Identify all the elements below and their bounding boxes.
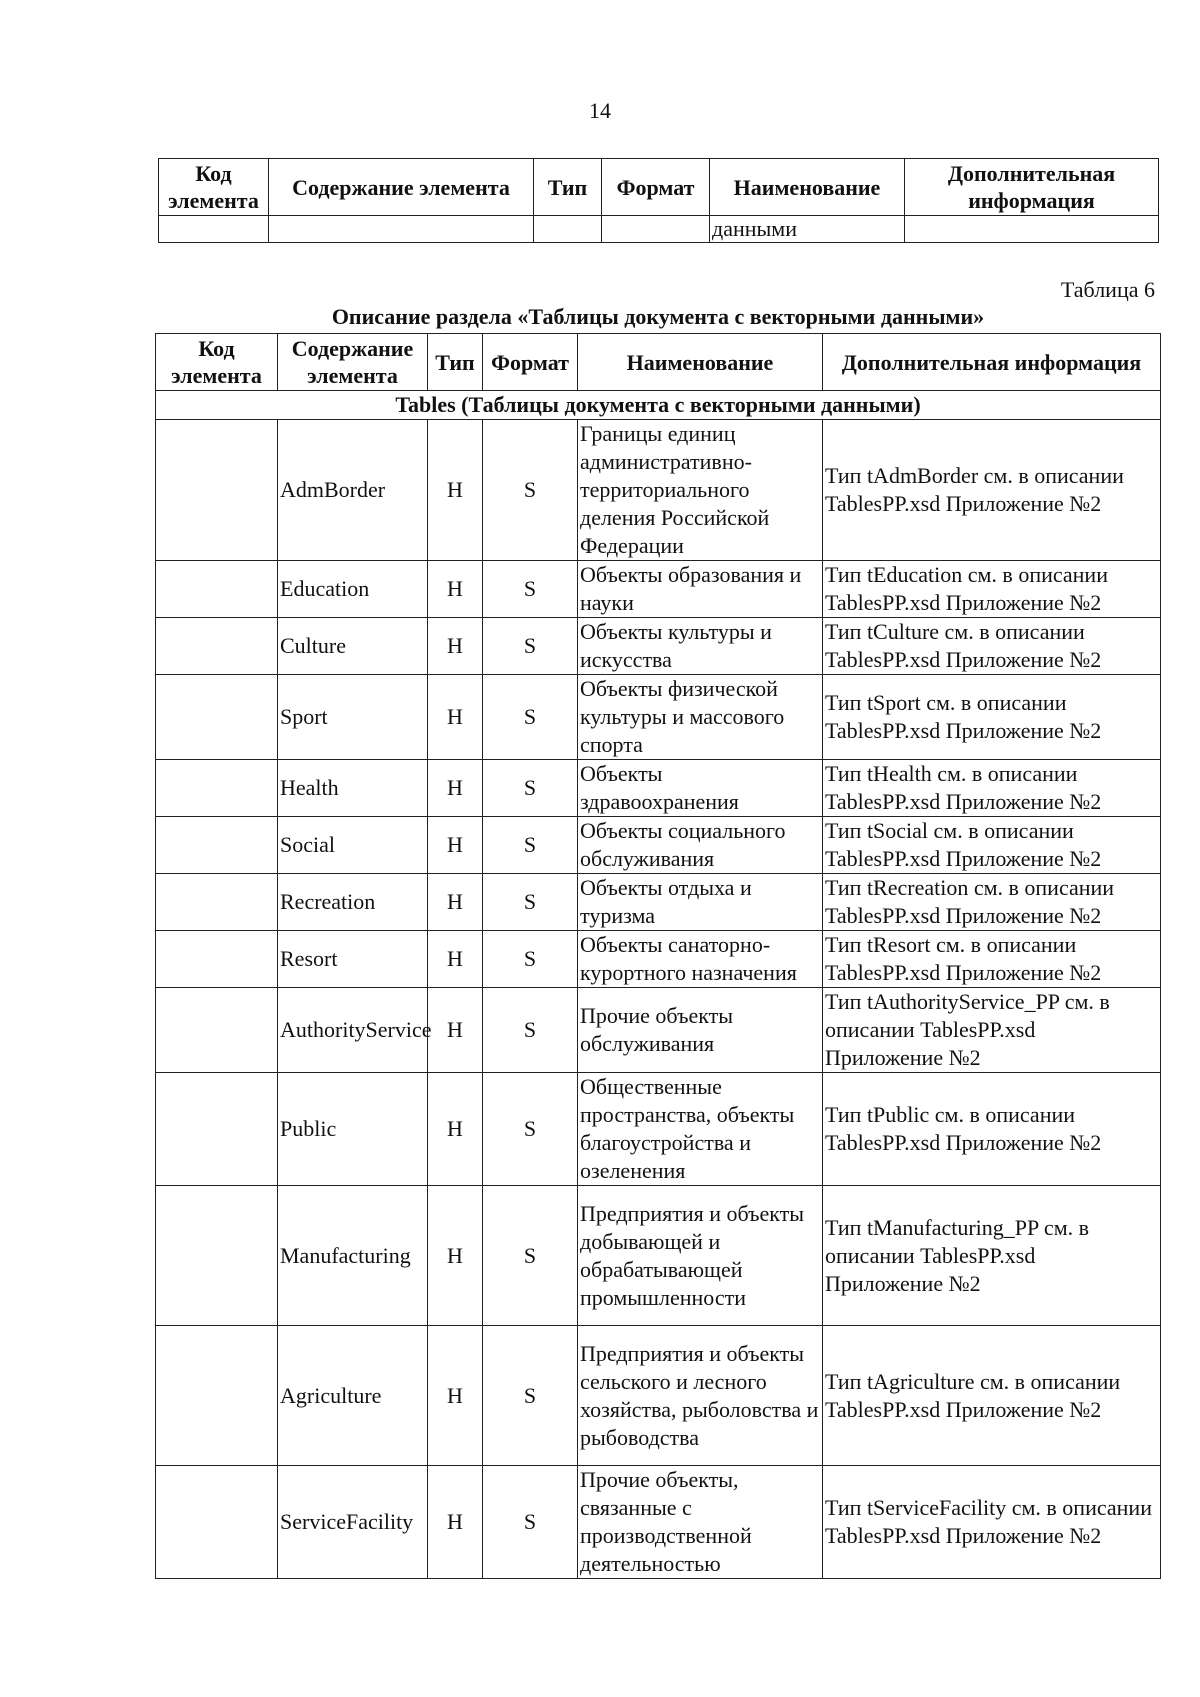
header-content: Содержание элемента (278, 334, 428, 391)
header-format: Формат (483, 334, 578, 391)
cell-code (156, 817, 278, 874)
cell-format: S (483, 874, 578, 931)
cell-type: Н (428, 1326, 483, 1466)
header-name: Наименование (710, 159, 905, 216)
table-row (159, 216, 1159, 243)
cell-format: S (483, 618, 578, 675)
cell-info: Тип tResort см. в описании TablesPP.xsd Приложение №2 (823, 931, 1161, 988)
cell-code (156, 561, 278, 618)
cell-name: Объекты культуры и искусства (578, 618, 823, 675)
cell-code (156, 1073, 278, 1186)
header-row (159, 159, 1159, 216)
cell-format: S (483, 1073, 578, 1186)
table-row (156, 874, 1161, 931)
cell-info: Тип tEducation см. в описании TablesPP.xsd Приложение №2 (823, 561, 1161, 618)
table-row (156, 1073, 1161, 1186)
cell-info: Тип tServiceFacility см. в описании TablesPP.xsd Приложение №2 (823, 1466, 1161, 1579)
cell-format: S (483, 1186, 578, 1326)
cell-format: S (483, 1466, 578, 1579)
table-row (156, 618, 1161, 675)
cell-format: S (483, 675, 578, 760)
section-row (156, 391, 1161, 420)
cell-format: S (483, 1326, 578, 1466)
cell-info: Тип tHealth см. в описании TablesPP.xsd Приложение №2 (823, 760, 1161, 817)
cell-format (602, 216, 710, 243)
header-format: Формат (602, 159, 710, 216)
continued-table (158, 158, 1159, 243)
table-row (156, 988, 1161, 1073)
cell-type: Н (428, 874, 483, 931)
table-row (156, 1186, 1161, 1326)
table-row (156, 675, 1161, 760)
cell-content: AdmBorder (278, 420, 428, 561)
table-caption: Описание раздела «Таблицы документа с векторными данными» (331, 304, 985, 329)
cell-code (156, 931, 278, 988)
header-info: Дополнительная информация (823, 334, 1161, 391)
page-number: 14 (589, 98, 611, 123)
cell-name: Предприятия и объекты сельского и лесного хозяйства, рыболовства и рыбоводства (578, 1326, 823, 1466)
cell-code (156, 760, 278, 817)
cell-code (159, 216, 269, 243)
cell-format: S (483, 561, 578, 618)
table-label: Таблица 6 (1060, 277, 1155, 302)
cell-code (156, 675, 278, 760)
cell-content: Sport (278, 675, 428, 760)
cell-info: Тип tPublic см. в описании TablesPP.xsd Приложение №2 (823, 1073, 1161, 1186)
cell-content: Recreation (278, 874, 428, 931)
cell-code (156, 874, 278, 931)
cell-info: Тип tSport см. в описании TablesPP.xsd Приложение №2 (823, 675, 1161, 760)
cell-name: Объекты отдыха и туризма (578, 874, 823, 931)
cell-name: Объекты здравоохранения (578, 760, 823, 817)
cell-content: Education (278, 561, 428, 618)
cell-name: Общественные пространства, объекты благоустройства и озеленения (578, 1073, 823, 1186)
cell-content: Health (278, 760, 428, 817)
cell-type: Н (428, 675, 483, 760)
table-row (156, 1326, 1161, 1466)
header-name: Наименование (578, 334, 823, 391)
cell-code (156, 988, 278, 1073)
table-row (156, 561, 1161, 618)
table-row (156, 420, 1161, 561)
cell-code (156, 1186, 278, 1326)
cell-format: S (483, 420, 578, 561)
cell-info: Тип tRecreation см. в описании TablesPP.xsd Приложение №2 (823, 874, 1161, 931)
header-code: Код элемента (156, 334, 278, 391)
header-content: Содержание элемента (269, 159, 534, 216)
cell-name: Объекты образования и науки (578, 561, 823, 618)
cell-type: Н (428, 618, 483, 675)
cell-format: S (483, 817, 578, 874)
cell-type: Н (428, 1466, 483, 1579)
cell-type: Н (428, 760, 483, 817)
section-title: Tables (Таблицы документа с векторными данными) (156, 391, 1161, 420)
table-row (156, 931, 1161, 988)
cell-name: Объекты физической культуры и массового спорта (578, 675, 823, 760)
cell-content: Agriculture (278, 1326, 428, 1466)
table-row (156, 1466, 1161, 1579)
cell-info: Тип tAgriculture см. в описании TablesPP.xsd Приложение №2 (823, 1326, 1161, 1466)
cell-format: S (483, 988, 578, 1073)
cell-name: Объекты социального обслуживания (578, 817, 823, 874)
cell-content: Resort (278, 931, 428, 988)
header-type: Тип (428, 334, 483, 391)
cell-name: Прочие объекты, связанные с производственной деятельностью (578, 1466, 823, 1579)
cell-type: Н (428, 561, 483, 618)
cell-name: Объекты санаторно-курортного назначения (578, 931, 823, 988)
cell-info: Тип tManufacturing_PP см. в описании TablesPP.xsd Приложение №2 (823, 1186, 1161, 1326)
table-row (156, 817, 1161, 874)
cell-code (156, 1466, 278, 1579)
cell-name: Предприятия и объекты добывающей и обрабатывающей промышленности (578, 1186, 823, 1326)
cell-type: Н (428, 931, 483, 988)
cell-content: Manufacturing (278, 1186, 428, 1326)
cell-content: Culture (278, 618, 428, 675)
cell-content: Public (278, 1073, 428, 1186)
cell-name: данными (710, 216, 905, 243)
cell-content: AuthorityService (278, 988, 428, 1073)
cell-content: Social (278, 817, 428, 874)
cell-info: Тип tAdmBorder см. в описании TablesPP.xsd Приложение №2 (823, 420, 1161, 561)
cell-code (156, 618, 278, 675)
header-code: Код элемента (159, 159, 269, 216)
table-row (156, 760, 1161, 817)
cell-name: Границы единиц административно-территориального деления Российской Федерации (578, 420, 823, 561)
cell-format: S (483, 760, 578, 817)
cell-format: S (483, 931, 578, 988)
cell-code (156, 420, 278, 561)
cell-name: Прочие объекты обслуживания (578, 988, 823, 1073)
vector-tables-table (155, 333, 1161, 1579)
cell-type: Н (428, 420, 483, 561)
cell-info: Тип tSocial см. в описании TablesPP.xsd Приложение №2 (823, 817, 1161, 874)
cell-content: ServiceFacility (278, 1466, 428, 1579)
cell-type (534, 216, 602, 243)
cell-info: Тип tAuthorityService_PP см. в описании TablesPP.xsd Приложение №2 (823, 988, 1161, 1073)
cell-type: Н (428, 817, 483, 874)
cell-content (269, 216, 534, 243)
cell-info (905, 216, 1159, 243)
header-type: Тип (534, 159, 602, 216)
cell-info: Тип tCulture см. в описании TablesPP.xsd Приложение №2 (823, 618, 1161, 675)
cell-type: Н (428, 1073, 483, 1186)
cell-type: Н (428, 1186, 483, 1326)
header-info: Дополнительная информация (905, 159, 1159, 216)
cell-code (156, 1326, 278, 1466)
header-row (156, 334, 1161, 391)
cell-type: Н (428, 988, 483, 1073)
